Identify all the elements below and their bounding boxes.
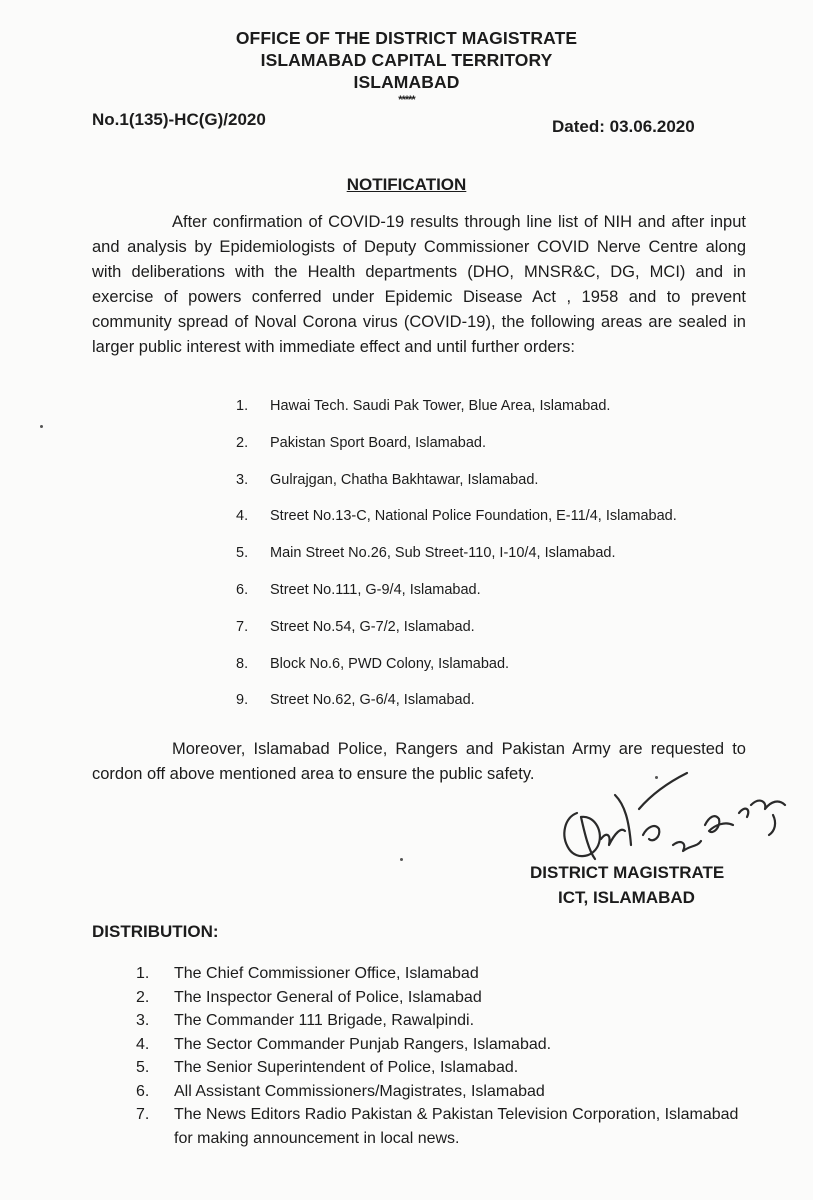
date-line: Dated: 03.06.2020	[552, 117, 695, 136]
item-text: Block No.6, PWD Colony, Islamabad.	[270, 655, 510, 672]
distribution-heading: DISTRIBUTION:	[92, 922, 219, 941]
item-text: Gulrajgan, Chatha Bakhtawar, Islamabad.	[270, 471, 539, 488]
signatory-office: ICT, ISLAMABAD	[558, 888, 695, 907]
list-item	[236, 692, 677, 729]
item-number: 5.	[136, 1059, 150, 1076]
list-item	[136, 1009, 756, 1033]
item-text: Street No.13-C, National Police Foundation, E-11/4, Islamabad.	[270, 508, 677, 525]
item-text: The Commander 111 Brigade, Rawalpindi.	[174, 1012, 475, 1029]
signatory-block	[530, 860, 724, 910]
intro-paragraph: After confirmation of COVID-19 results through line list of NIH and after input and analysis by Epidemiologists of Deputy Commissioner COVID Nerve Centre along with deliberations with the Health departments (DHO, MNSR&C, DG, MCI) and in exercise of powers conferred under Epidemic Disease Act , 1958 and to prevent community spread of Noval Corona virus (COVID-19), the following areas are sealed in larger public interest with immediate effect and until further orders:	[92, 213, 746, 356]
item-number: 5.	[236, 545, 249, 562]
document-title: NOTIFICATION	[346, 175, 467, 194]
item-text: Main Street No.26, Sub Street-110, I-10/4, Islamabad.	[270, 545, 616, 562]
item-text: Street No.62, G-6/4, Islamabad.	[270, 692, 475, 709]
scan-speck	[655, 776, 658, 779]
office-title: OFFICE OF THE DISTRICT MAGISTRATE	[235, 28, 578, 48]
city-title: ISLAMABAD	[353, 72, 460, 92]
item-text: The Chief Commissioner Office, Islamabad	[174, 965, 479, 982]
signatory-title: DISTRICT MAGISTRATE	[530, 863, 725, 882]
item-number: 6.	[136, 1082, 150, 1100]
item-number: 1.	[236, 398, 249, 414]
list-item	[236, 545, 677, 582]
item-number: 3.	[136, 1012, 150, 1029]
reference-number: No.1(135)-HC(G)/2020	[92, 110, 266, 129]
item-text: Hawai Tech. Saudi Pak Tower, Blue Area, Islamabad.	[270, 398, 611, 414]
list-item	[236, 619, 677, 656]
list-item	[136, 1103, 756, 1150]
item-text: The Sector Commander Punjab Rangers, Islamabad.	[174, 1035, 552, 1053]
item-text: The News Editors Radio Pakistan & Pakistan Television Corporation, Islamabad for making announcement in local news.	[174, 1106, 739, 1147]
list-item	[236, 435, 677, 472]
item-text: Pakistan Sport Board, Islamabad.	[270, 434, 487, 451]
scan-speck	[400, 858, 403, 861]
list-item	[236, 656, 677, 693]
item-text: The Senior Superintendent of Police, Islamabad.	[174, 1059, 519, 1076]
list-item	[136, 1033, 756, 1057]
list-item	[236, 472, 677, 509]
list-item	[136, 1080, 756, 1104]
item-text: The Inspector General of Police, Islamabad	[174, 988, 482, 1006]
item-number: 6.	[236, 581, 249, 598]
sealed-areas-list	[236, 398, 677, 729]
item-text: Street No.111, G-9/4, Islamabad.	[270, 581, 481, 598]
list-item	[136, 962, 756, 986]
item-number: 8.	[236, 655, 249, 672]
closing-paragraph: Moreover, Islamabad Police, Rangers and Pakistan Army are requested to cordon off above mentioned area to ensure the public safety.	[92, 740, 746, 783]
list-item	[236, 508, 677, 545]
list-item	[236, 582, 677, 619]
item-number: 2.	[236, 434, 249, 451]
item-text: All Assistant Commissioners/Magistrates, Islamabad	[174, 1082, 545, 1100]
header-stars: *****	[398, 94, 415, 106]
item-number: 7.	[136, 1106, 150, 1123]
item-number: 3.	[236, 471, 249, 488]
list-item	[236, 398, 677, 435]
item-number: 4.	[136, 1035, 150, 1053]
list-item	[136, 986, 756, 1010]
item-number: 2.	[136, 988, 150, 1006]
territory-title: ISLAMABAD CAPITAL TERRITORY	[260, 50, 553, 70]
item-number: 9.	[236, 692, 249, 709]
list-item	[136, 1056, 756, 1080]
item-number: 4.	[236, 508, 249, 525]
item-number: 7.	[236, 618, 249, 635]
scan-speck	[40, 425, 43, 428]
item-number: 1.	[136, 965, 150, 982]
item-text: Street No.54, G-7/2, Islamabad.	[270, 618, 475, 635]
distribution-list	[136, 962, 756, 1150]
